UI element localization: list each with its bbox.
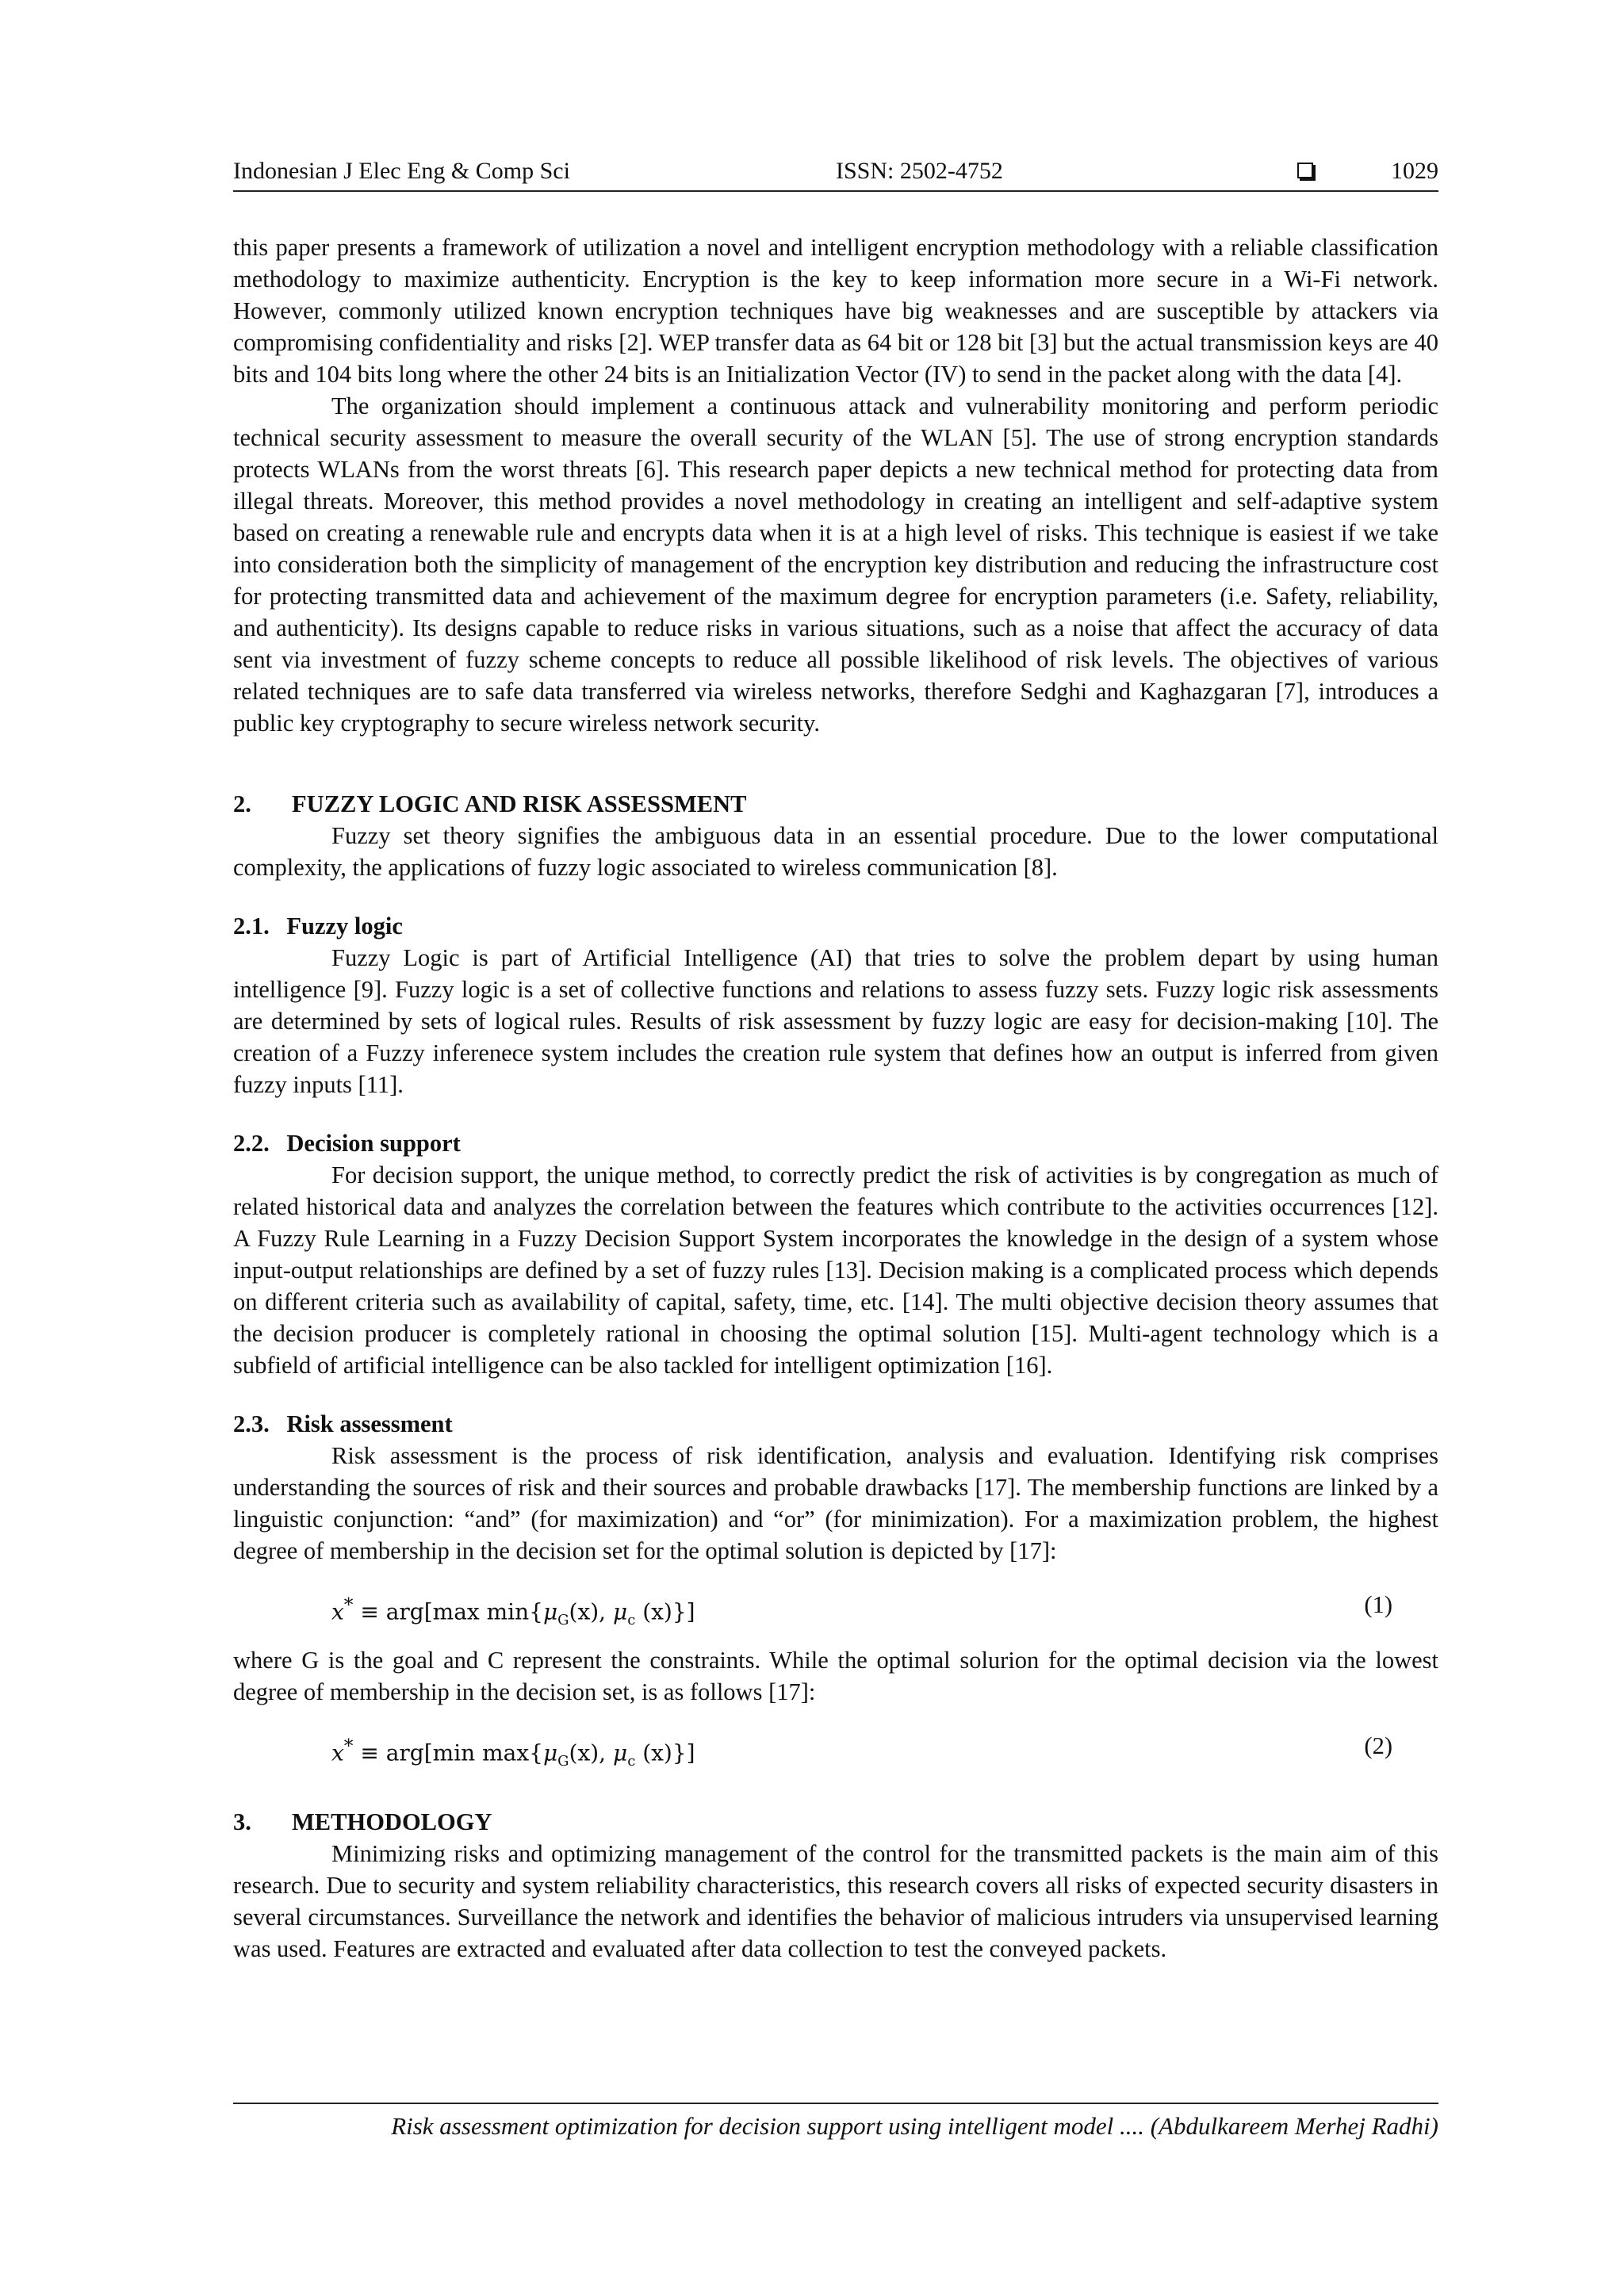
- equation-2-operator: ≡ arg[min max{: [353, 1739, 543, 1766]
- equation-2-sub-g: G: [557, 1752, 569, 1770]
- equation-2-mu-c: μ: [613, 1739, 628, 1766]
- section-2-title: FUZZY LOGIC AND RISK ASSESSMENT: [292, 790, 747, 817]
- section-3-heading: [233, 1806, 1438, 1838]
- equation-1-arg-c: (x)}]: [635, 1598, 695, 1625]
- equation-1-sub-c: c: [627, 1611, 636, 1628]
- equation-2-number: (2): [1364, 1732, 1392, 1759]
- subsection-2-2-title: Decision support: [286, 1130, 461, 1157]
- equation-1: [233, 1589, 1438, 1628]
- section-2-number: 2.: [233, 790, 251, 817]
- equation-2-arg-g: (x),: [569, 1739, 613, 1766]
- equation-1-star: *: [343, 1594, 354, 1616]
- subsection-2-1-number: 2.1.: [233, 913, 270, 939]
- equation-2-formula: [331, 1730, 695, 1777]
- section-2-paragraph: Fuzzy set theory signifies the ambiguous data in an essential procedure. Due to the lower computational complexity, the applications of fuzzy logic associated to wireless communication [8].: [233, 822, 1438, 881]
- equation-2: [233, 1730, 1438, 1770]
- equation-2-sub-c: c: [627, 1752, 636, 1770]
- paper-page: [233, 155, 1438, 1965]
- running-header: [233, 155, 1438, 192]
- equation-1-mu-c: μ: [613, 1598, 628, 1625]
- subsection-2-2-paragraph: For decision support, the unique method, to correctly predict the risk of activities is by congregation as much of related historical data and analyzes the correlation between the features which contribute to the activities occurrences [12]. A Fuzzy Rule Learning in a Fuzzy Decision Support System incorporates the knowledge in the design of a system whose input-output relationships are defined by a set of fuzzy rules [13]. Decision making is a complicated process which depends on different criteria such as availability of capital, safety, time, etc. [14]. The multi objective decision theory assumes that the decision producer is completely rational in choosing the optimal solution [15]. Multi-agent technology which is a subfield of artificial intelligence can be also tackled for intelligent optimization [16].: [233, 1161, 1438, 1379]
- intro-paragraph-1: this paper presents a framework of utilization a novel and intelligent encryption methodology with a reliable classification methodology to maximize authenticity. Encryption is the key to keep information more secure in a Wi-Fi network. However, commonly utilized known encryption techniques have big weaknesses and are susceptible by attackers via compromising confidentiality and risks [2]. WEP transfer data as 64 bit or 128 bit [3] but the actual transmission keys are 40 bits and 104 bits long where the other 24 bits is an Initialization Vector (IV) to send in the packet along with the data [4].: [233, 234, 1438, 388]
- equation-1-arg-g: (x),: [569, 1598, 613, 1625]
- section-3-paragraph: Minimizing risks and optimizing management of the control for the transmitted packets is the main aim of this research. Due to security and system reliability characteristics, this research covers all risks of expected security disasters in several circumstances. Surveillance the network and identifies the behavior of malicious intruders via unsupervised learning was used. Features are extracted and evaluated after data collection to test the conveyed packets.: [233, 1840, 1438, 1962]
- square-box-icon: [1297, 163, 1313, 178]
- equation-2-mu-g: μ: [542, 1739, 558, 1766]
- issn: ISSN: 2502-4752: [836, 158, 1003, 184]
- body-text: [233, 232, 1438, 1965]
- equation-1-formula: [331, 1589, 695, 1636]
- subsection-2-3-number: 2.3.: [233, 1410, 270, 1437]
- subsection-2-3-paragraph-1: Risk assessment is the process of risk identification, analysis and evaluation. Identifying risk comprises understanding the sources of risk and their sources and probable drawbacks [17]. The membership functions are linked by a linguistic conjunction: “and” (for maximization) and “or” (for minimization). For a maximization problem, the highest degree of membership in the decision set for the optimal solution is depicted by [17]:: [233, 1442, 1438, 1564]
- subsection-2-3-title: Risk assessment: [286, 1410, 453, 1437]
- subsection-2-1-paragraph: Fuzzy Logic is part of Artificial Intelligence (AI) that tries to solve the problem depart by using human intelligence [9]. Fuzzy logic is a set of collective functions and relations to assess fuzzy sets. Fuzzy logic risk assessments are determined by sets of logical rules. Results of risk assessment by fuzzy logic are easy for decision-making [10]. The creation of a Fuzzy inferenece system includes the creation rule system that defines how an output is inferred from given fuzzy inputs [11].: [233, 944, 1438, 1098]
- section-3-number: 3.: [233, 1808, 251, 1835]
- equation-2-star: *: [343, 1735, 354, 1757]
- equation-1-mu-g: μ: [542, 1598, 558, 1625]
- equation-1-lhs: x: [331, 1598, 344, 1625]
- equation-1-operator: ≡ arg[max min{: [353, 1598, 543, 1625]
- equation-1-number: (1): [1364, 1591, 1392, 1618]
- subsection-2-1-heading: [233, 910, 1438, 942]
- equation-2-lhs: x: [331, 1739, 344, 1766]
- intro-paragraph-2: The organization should implement a continuous attack and vulnerability monitoring and perform periodic technical security assessment to measure the overall security of the WLAN [5]. The use of strong encryption standards protects WLANs from the worst threats [6]. This research paper depicts a new technical method for protecting data from illegal threats. Moreover, this method provides a novel methodology in creating an intelligent and self-adaptive system based on creating a renewable rule and encrypts data when it is at a high level of risks. This technique is easiest if we take into consideration both the simplicity of management of the encryption key distribution and reducing the infrastructure cost for protecting transmitted data and achievement of the maximum degree for encryption parameters (i.e. Safety, reliability, and authenticity). Its designs capable to reduce risks in various situations, such as a noise that affect the accuracy of data sent via investment of fuzzy scheme concepts to reduce all possible likelihood of risk levels. The objectives of various related techniques are to safe data transferred via wireless networks, therefore Sedghi and Kaghazgaran [7], introduces a public key cryptography to secure wireless network security.: [233, 392, 1438, 737]
- subsection-2-2-number: 2.2.: [233, 1130, 270, 1157]
- subsection-2-2-heading: [233, 1127, 1438, 1159]
- section-3-title: METHODOLOGY: [292, 1808, 492, 1835]
- page-number: 1029: [1391, 158, 1438, 184]
- section-2-heading: [233, 788, 1438, 820]
- running-footer: [233, 2103, 1438, 2142]
- subsection-2-1-title: Fuzzy logic: [286, 913, 403, 939]
- journal-name: Indonesian J Elec Eng & Comp Sci: [233, 158, 570, 184]
- footer-text: Risk assessment optimization for decision support using intelligent model .... (Abdulkareem Merhej Radhi): [391, 2112, 1438, 2140]
- subsection-2-3-paragraph-2: where G is the goal and C represent the constraints. While the optimal solurion for the optimal decision via the lowest degree of membership in the decision set, is as follows [17]:: [233, 1647, 1438, 1705]
- equation-2-arg-c: (x)}]: [635, 1739, 695, 1766]
- equation-1-sub-g: G: [557, 1611, 569, 1628]
- subsection-2-3-heading: [233, 1408, 1438, 1440]
